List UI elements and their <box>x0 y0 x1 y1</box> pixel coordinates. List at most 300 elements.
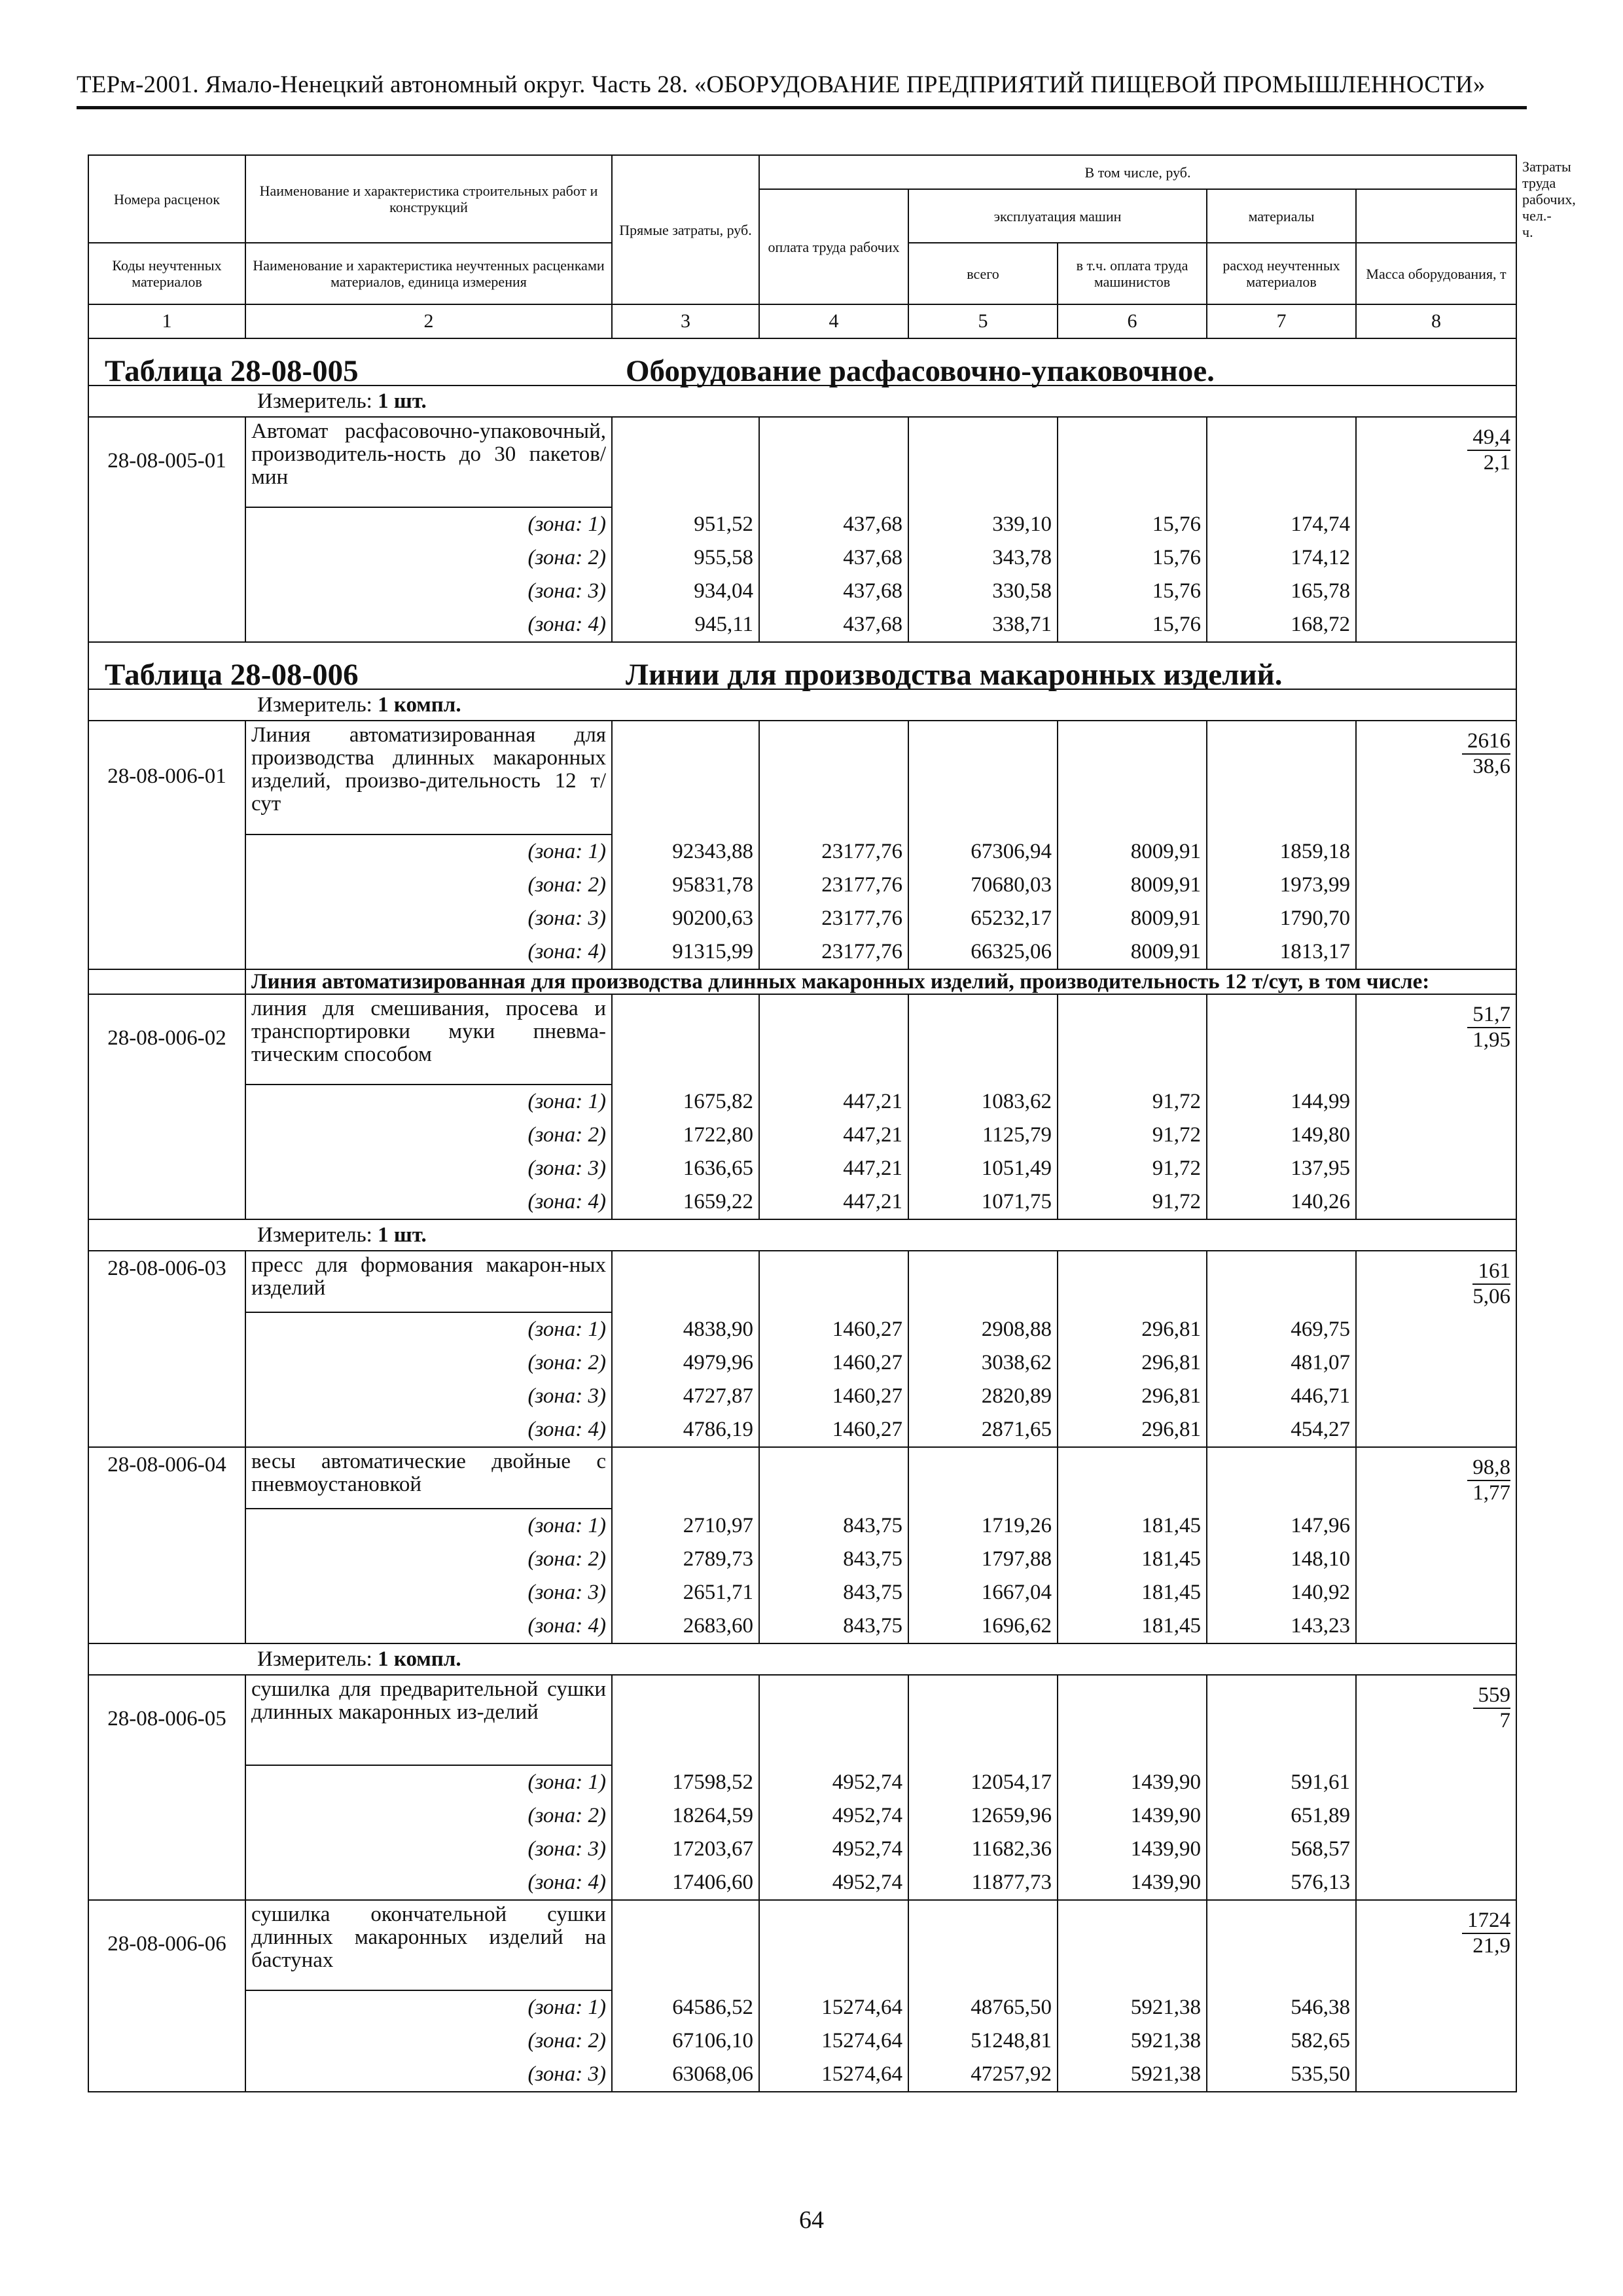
machines-header: эксплуатация машин <box>908 189 1207 243</box>
zone-row <box>88 869 1516 902</box>
zone-label: (зона: 2) <box>245 1346 612 1380</box>
labor-value: 98,8 <box>1467 1456 1510 1481</box>
empty-cell <box>1207 1251 1356 1312</box>
value-wages: 15274,64 <box>759 1990 908 2024</box>
value-direct: 2683,60 <box>612 1609 759 1643</box>
value-mach-wages: 8009,91 <box>1058 834 1207 869</box>
value-mach: 1797,88 <box>908 1543 1058 1576</box>
col8-bottom-header: Масса оборудования, т <box>1356 243 1516 304</box>
value-direct: 90200,63 <box>612 902 759 935</box>
measure-cell <box>245 386 1516 417</box>
table-title: Оборудование расфасовочно-упаковочное. <box>626 354 1215 388</box>
col5-header: всего <box>908 243 1058 304</box>
zone-label: (зона: 4) <box>245 1866 612 1900</box>
zone-label: (зона: 3) <box>245 2058 612 2092</box>
measure-row <box>88 689 1516 721</box>
zone-label: (зона: 3) <box>245 1380 612 1413</box>
value-mach-wages: 5921,38 <box>1058 1990 1207 2024</box>
value-mach-wages: 296,81 <box>1058 1380 1207 1413</box>
value-direct: 955,58 <box>612 541 759 575</box>
value-wages: 23177,76 <box>759 834 908 869</box>
value-wages: 23177,76 <box>759 869 908 902</box>
zone-row <box>88 1866 1516 1900</box>
running-title: ТЕРм-2001. Ямало-Ненецкий автономный округ. Часть 28. «ОБОРУДОВАНИЕ ПРЕДПРИЯТИЙ ПИЩЕВОЙ ПРОМЫШЛЕННОСТИ» <box>77 71 1486 98</box>
zone-row <box>88 1543 1516 1576</box>
value-direct: 1659,22 <box>612 1185 759 1219</box>
zone-label: (зона: 2) <box>245 1799 612 1833</box>
value-mach: 1696,62 <box>908 1609 1058 1643</box>
column-number: 6 <box>1058 304 1207 338</box>
zone-label: (зона: 3) <box>245 575 612 608</box>
measure-spacer <box>88 689 245 721</box>
labor-mass-fraction <box>1472 1259 1510 1308</box>
col1-top-header: Номера расценок <box>88 155 245 243</box>
value-direct: 91315,99 <box>612 935 759 969</box>
rate-description: Автомат расфасовочно-упаковочный, производитель-ность до 30 пакетов/мин <box>245 417 612 507</box>
value-direct: 1636,65 <box>612 1152 759 1185</box>
zone-row <box>88 1799 1516 1833</box>
labor-mass-cell <box>1356 1447 1516 1643</box>
value-mach-wages: 1439,90 <box>1058 1833 1207 1866</box>
value-wages: 1460,27 <box>759 1346 908 1380</box>
value-mach-wages: 1439,90 <box>1058 1866 1207 1900</box>
empty-cell <box>908 1675 1058 1765</box>
column-number: 8 <box>1356 304 1516 338</box>
note-spacer <box>88 969 245 994</box>
mass-value: 2,1 <box>1483 451 1511 475</box>
measure-row <box>88 1219 1516 1251</box>
value-mat: 174,12 <box>1207 541 1356 575</box>
value-mat: 1813,17 <box>1207 935 1356 969</box>
value-mat: 469,75 <box>1207 1312 1356 1346</box>
value-mach-wages: 181,45 <box>1058 1576 1207 1609</box>
rate-code: 28-08-006-04 <box>88 1447 245 1643</box>
zone-row <box>88 1312 1516 1346</box>
value-mach-wages: 1439,90 <box>1058 1765 1207 1799</box>
value-wages: 437,68 <box>759 608 908 642</box>
empty-cell <box>612 994 759 1085</box>
zone-row <box>88 1185 1516 1219</box>
value-mach: 330,58 <box>908 575 1058 608</box>
zone-row <box>88 902 1516 935</box>
value-mach-wages: 181,45 <box>1058 1509 1207 1543</box>
value-mach-wages: 5921,38 <box>1058 2024 1207 2058</box>
labor-mass-cell <box>1356 721 1516 969</box>
empty-cell <box>1058 1675 1207 1765</box>
measure-label: Измеритель: <box>257 1223 372 1247</box>
rate-code: 28-08-006-01 <box>88 721 245 969</box>
empty-cell <box>759 1447 908 1509</box>
empty-cell <box>1207 721 1356 834</box>
empty-cell <box>1207 417 1356 507</box>
mass-value: 1,95 <box>1472 1028 1511 1052</box>
measure-cell <box>245 689 1516 721</box>
value-mat: 446,71 <box>1207 1380 1356 1413</box>
value-wages: 15274,64 <box>759 2058 908 2092</box>
zone-label: (зона: 4) <box>245 1609 612 1643</box>
value-mat: 147,96 <box>1207 1509 1356 1543</box>
value-mach-wages: 91,72 <box>1058 1085 1207 1119</box>
value-wages: 843,75 <box>759 1609 908 1643</box>
rate-description: сушилка для предварительной сушки длинных макаронных из-делий <box>245 1675 612 1765</box>
value-direct: 951,52 <box>612 507 759 541</box>
value-mat: 535,50 <box>1207 2058 1356 2092</box>
zone-label: (зона: 2) <box>245 2024 612 2058</box>
rate-item-row <box>88 1251 1516 1312</box>
incl-header: В том числе, руб. <box>759 155 1516 189</box>
value-mat: 1859,18 <box>1207 834 1356 869</box>
value-wages: 4952,74 <box>759 1765 908 1799</box>
zone-row <box>88 1346 1516 1380</box>
value-wages: 1460,27 <box>759 1312 908 1346</box>
zone-row <box>88 1152 1516 1185</box>
measure-spacer <box>88 386 245 417</box>
empty-cell <box>612 1675 759 1765</box>
value-mach: 2871,65 <box>908 1413 1058 1447</box>
rate-item-row <box>88 1447 1516 1509</box>
value-mach: 65232,17 <box>908 902 1058 935</box>
empty-cell <box>1207 994 1356 1085</box>
value-mach: 67306,94 <box>908 834 1058 869</box>
column-number: 4 <box>759 304 908 338</box>
mass-value: 1,77 <box>1472 1481 1511 1505</box>
note-row <box>88 969 1516 994</box>
labor-mass-fraction <box>1462 729 1510 778</box>
value-mat: 148,10 <box>1207 1543 1356 1576</box>
measure-spacer <box>88 1643 245 1675</box>
table-title: Линии для производства макаронных изделий. <box>626 658 1283 692</box>
value-mach-wages: 15,76 <box>1058 541 1207 575</box>
value-wages: 437,68 <box>759 541 908 575</box>
value-mat: 576,13 <box>1207 1866 1356 1900</box>
empty-cell <box>908 721 1058 834</box>
header-rule <box>77 106 1527 109</box>
value-wages: 23177,76 <box>759 935 908 969</box>
measure-row <box>88 1643 1516 1675</box>
col7-header: расход неучтенных материалов <box>1207 243 1356 304</box>
value-direct: 67106,10 <box>612 2024 759 2058</box>
value-direct: 934,04 <box>612 575 759 608</box>
value-mach-wages: 181,45 <box>1058 1543 1207 1576</box>
value-mat: 1790,70 <box>1207 902 1356 935</box>
empty-cell <box>1207 1900 1356 1990</box>
labor-mass-cell <box>1356 994 1516 1219</box>
column-numbers-row <box>88 304 1516 338</box>
value-mach-wages: 91,72 <box>1058 1119 1207 1152</box>
rate-description: сушилка окончательной сушки длинных макаронных изделий на бастунах <box>245 1900 612 1990</box>
rate-code: 28-08-005-01 <box>88 417 245 642</box>
zone-label: (зона: 3) <box>245 1833 612 1866</box>
mass-value: 21,9 <box>1472 1934 1511 1958</box>
labor-mass-fraction <box>1462 1909 1510 1958</box>
mass-value: 5,06 <box>1472 1285 1511 1308</box>
labor-mass-cell <box>1356 1900 1516 2092</box>
rate-code: 28-08-006-02 <box>88 994 245 1219</box>
empty-cell <box>612 1447 759 1509</box>
labor-value: 2616 <box>1462 729 1510 755</box>
labor-mass-fraction <box>1467 1003 1510 1052</box>
labor-mass-cell <box>1356 1675 1516 1900</box>
column-number: 1 <box>88 304 245 338</box>
empty-cell <box>908 1900 1058 1990</box>
empty-cell <box>1058 994 1207 1085</box>
value-wages: 447,21 <box>759 1119 908 1152</box>
labor-value: 1724 <box>1462 1909 1510 1934</box>
zone-label: (зона: 1) <box>245 1312 612 1346</box>
value-wages: 437,68 <box>759 575 908 608</box>
empty-cell <box>1058 1900 1207 1990</box>
value-mat: 140,92 <box>1207 1576 1356 1609</box>
measure-spacer <box>88 1219 245 1251</box>
value-direct: 2710,97 <box>612 1509 759 1543</box>
value-mach: 338,71 <box>908 608 1058 642</box>
value-wages: 4952,74 <box>759 1799 908 1833</box>
value-mat: 144,99 <box>1207 1085 1356 1119</box>
value-mat: 454,27 <box>1207 1413 1356 1447</box>
zone-label: (зона: 1) <box>245 1765 612 1799</box>
zone-row <box>88 1380 1516 1413</box>
zone-row <box>88 834 1516 869</box>
value-direct: 4786,19 <box>612 1413 759 1447</box>
value-wages: 15274,64 <box>759 2024 908 2058</box>
value-mach: 339,10 <box>908 507 1058 541</box>
value-wages: 1460,27 <box>759 1413 908 1447</box>
value-direct: 92343,88 <box>612 834 759 869</box>
labor-mass-cell <box>1356 1251 1516 1447</box>
value-mat: 546,38 <box>1207 1990 1356 2024</box>
col2-top-header: Наименование и характеристика строительных работ и конструкций <box>245 155 612 243</box>
value-mach: 70680,03 <box>908 869 1058 902</box>
table-title-cell <box>88 642 1516 692</box>
table-title-row <box>88 642 1516 689</box>
zone-label: (зона: 4) <box>245 1413 612 1447</box>
value-wages: 843,75 <box>759 1509 908 1543</box>
value-mat: 481,07 <box>1207 1346 1356 1380</box>
zone-label: (зона: 2) <box>245 541 612 575</box>
value-direct: 4979,96 <box>612 1346 759 1380</box>
zone-row <box>88 1085 1516 1119</box>
value-mat: 143,23 <box>1207 1609 1356 1643</box>
value-mat: 137,95 <box>1207 1152 1356 1185</box>
value-mat: 1973,99 <box>1207 869 1356 902</box>
value-wages: 447,21 <box>759 1152 908 1185</box>
value-mat: 591,61 <box>1207 1765 1356 1799</box>
measure-unit: 1 компл. <box>378 692 461 717</box>
value-direct: 1722,80 <box>612 1119 759 1152</box>
value-mach: 47257,92 <box>908 2058 1058 2092</box>
value-direct: 95831,78 <box>612 869 759 902</box>
column-number: 2 <box>245 304 612 338</box>
zone-row <box>88 1576 1516 1609</box>
empty-cell <box>908 417 1058 507</box>
value-mach-wages: 8009,91 <box>1058 935 1207 969</box>
value-mach: 12054,17 <box>908 1765 1058 1799</box>
value-mach-wages: 181,45 <box>1058 1609 1207 1643</box>
labor-mass-cell <box>1356 417 1516 642</box>
value-wages: 4952,74 <box>759 1866 908 1900</box>
value-direct: 17598,52 <box>612 1765 759 1799</box>
value-mach: 66325,06 <box>908 935 1058 969</box>
empty-cell <box>1207 1447 1356 1509</box>
rate-item-row <box>88 994 1516 1085</box>
empty-cell <box>759 721 908 834</box>
table-number: Таблица 28-08-005 <box>105 354 359 388</box>
value-wages: 437,68 <box>759 507 908 541</box>
column-number: 5 <box>908 304 1058 338</box>
measure-label: Измеритель: <box>257 389 372 413</box>
value-mach-wages: 296,81 <box>1058 1413 1207 1447</box>
value-wages: 843,75 <box>759 1543 908 1576</box>
note-text: Линия автоматизированная для производства длинных макаронных изделий, производительность 12 т/сут, в том числе: <box>245 969 1516 994</box>
empty-cell <box>759 417 908 507</box>
value-mach-wages: 15,76 <box>1058 575 1207 608</box>
zone-label: (зона: 3) <box>245 902 612 935</box>
value-mat: 165,78 <box>1207 575 1356 608</box>
col3-header: Прямые затраты, руб. <box>612 155 759 304</box>
rate-description: весы автоматические двойные с пневмоустановкой <box>245 1447 612 1509</box>
empty-cell <box>908 1447 1058 1509</box>
empty-cell <box>759 994 908 1085</box>
page-number: 64 <box>799 2206 824 2234</box>
empty-cell <box>612 721 759 834</box>
empty-cell <box>759 1900 908 1990</box>
col4-header: оплата труда рабочих <box>759 189 908 304</box>
value-mach: 11877,73 <box>908 1866 1058 1900</box>
empty-cell <box>759 1251 908 1312</box>
zone-label: (зона: 4) <box>245 1185 612 1219</box>
empty-cell <box>1058 1447 1207 1509</box>
rate-code: 28-08-006-06 <box>88 1900 245 2092</box>
rate-item-row <box>88 721 1516 834</box>
empty-cell <box>1207 1675 1356 1765</box>
zone-row <box>88 541 1516 575</box>
value-mach: 48765,50 <box>908 1990 1058 2024</box>
value-direct: 2789,73 <box>612 1543 759 1576</box>
rate-item-row <box>88 1675 1516 1765</box>
measure-cell <box>245 1219 1516 1251</box>
value-mat: 568,57 <box>1207 1833 1356 1866</box>
mass-value: 38,6 <box>1472 755 1511 778</box>
materials-header: материалы <box>1207 189 1356 243</box>
empty-cell <box>1058 1251 1207 1312</box>
table-title-row <box>88 338 1516 386</box>
zone-label: (зона: 4) <box>245 608 612 642</box>
labor-mass-fraction <box>1467 1456 1510 1505</box>
value-wages: 843,75 <box>759 1576 908 1609</box>
zone-row <box>88 1990 1516 2024</box>
value-mach: 11682,36 <box>908 1833 1058 1866</box>
value-mach: 1083,62 <box>908 1085 1058 1119</box>
zone-label: (зона: 1) <box>245 507 612 541</box>
zone-row <box>88 1609 1516 1643</box>
value-direct: 17203,67 <box>612 1833 759 1866</box>
measure-unit: 1 шт. <box>378 389 427 413</box>
value-wages: 447,21 <box>759 1085 908 1119</box>
value-direct: 945,11 <box>612 608 759 642</box>
value-mach: 51248,81 <box>908 2024 1058 2058</box>
zone-label: (зона: 1) <box>245 1085 612 1119</box>
rate-code: 28-08-006-05 <box>88 1675 245 1900</box>
value-direct: 64586,52 <box>612 1990 759 2024</box>
rates-table <box>88 154 1576 2092</box>
value-mach: 2908,88 <box>908 1312 1058 1346</box>
table-title-cell <box>88 338 1516 386</box>
zone-label: (зона: 4) <box>245 935 612 969</box>
zone-label: (зона: 2) <box>245 869 612 902</box>
table-number: Таблица 28-08-006 <box>105 658 359 692</box>
zone-row <box>88 1413 1516 1447</box>
measure-label: Измеритель: <box>257 1647 372 1671</box>
value-mat: 174,74 <box>1207 507 1356 541</box>
value-mach: 1051,49 <box>908 1152 1058 1185</box>
value-wages: 1460,27 <box>759 1380 908 1413</box>
value-direct: 18264,59 <box>612 1799 759 1833</box>
zone-row <box>88 1833 1516 1866</box>
zone-label: (зона: 1) <box>245 834 612 869</box>
value-mat: 149,80 <box>1207 1119 1356 1152</box>
empty-cell <box>759 1675 908 1765</box>
zone-row <box>88 507 1516 541</box>
zone-row <box>88 935 1516 969</box>
value-mach-wages: 5921,38 <box>1058 2058 1207 2092</box>
mass-value: 7 <box>1499 1709 1511 1732</box>
value-mach: 1125,79 <box>908 1119 1058 1152</box>
value-mach: 12659,96 <box>908 1799 1058 1833</box>
zone-row <box>88 1509 1516 1543</box>
zone-label: (зона: 2) <box>245 1119 612 1152</box>
zone-row <box>88 1765 1516 1799</box>
empty-cell <box>612 417 759 507</box>
zone-row <box>88 575 1516 608</box>
column-number: 7 <box>1207 304 1356 338</box>
rate-description: Линия автоматизированная для производства длинных макаронных изделий, произво-дительность 12 т/сут <box>245 721 612 834</box>
value-mach-wages: 91,72 <box>1058 1152 1207 1185</box>
rate-item-row <box>88 1900 1516 1990</box>
zone-label: (зона: 3) <box>245 1576 612 1609</box>
empty-cell <box>1058 721 1207 834</box>
zone-row <box>88 2058 1516 2092</box>
value-mach: 1667,04 <box>908 1576 1058 1609</box>
value-wages: 447,21 <box>759 1185 908 1219</box>
value-mach-wages: 1439,90 <box>1058 1799 1207 1833</box>
value-mach: 3038,62 <box>908 1346 1058 1380</box>
value-direct: 2651,71 <box>612 1576 759 1609</box>
labor-mass-fraction <box>1473 1683 1511 1732</box>
rate-code: 28-08-006-03 <box>88 1251 245 1447</box>
col1-bottom-header: Коды неучтенных материалов <box>88 243 245 304</box>
col6-header: в т.ч. оплата труда машинистов <box>1058 243 1207 304</box>
rate-item-row <box>88 417 1516 507</box>
value-mat: 168,72 <box>1207 608 1356 642</box>
empty-cell <box>1058 417 1207 507</box>
value-direct: 63068,06 <box>612 2058 759 2092</box>
zone-label: (зона: 3) <box>245 1152 612 1185</box>
value-mach-wages: 15,76 <box>1058 507 1207 541</box>
zone-label: (зона: 1) <box>245 1509 612 1543</box>
column-number: 3 <box>612 304 759 338</box>
empty-cell <box>612 1251 759 1312</box>
value-mach-wages: 91,72 <box>1058 1185 1207 1219</box>
value-mach: 2820,89 <box>908 1380 1058 1413</box>
value-mach-wages: 8009,91 <box>1058 869 1207 902</box>
header-row-1: Номера расценок Наименование и характеристика строительных работ и конструкций Прямые затраты, руб. В том числе, руб. Затраты труда рабочих, чел.-ч. <box>88 155 1516 189</box>
measure-unit: 1 шт. <box>378 1223 427 1247</box>
empty-cell <box>908 994 1058 1085</box>
labor-value: 559 <box>1473 1683 1511 1709</box>
value-direct: 4838,90 <box>612 1312 759 1346</box>
measure-cell <box>245 1643 1516 1675</box>
value-mach: 1719,26 <box>908 1509 1058 1543</box>
